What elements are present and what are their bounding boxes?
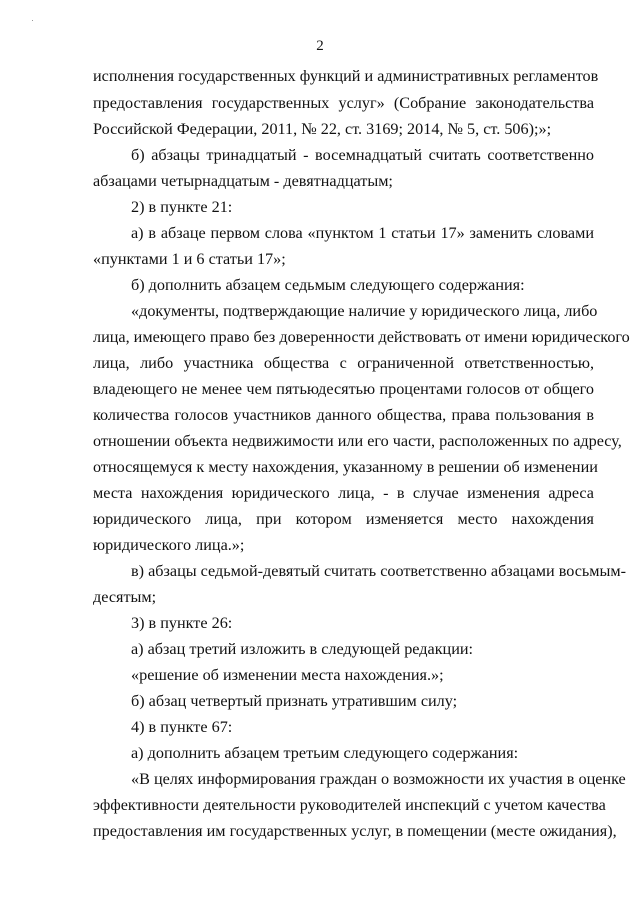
text-line: абзацами четырнадцатым - девятнадцатым; bbox=[93, 172, 393, 190]
text-line: лица, либо участника общества с ограниченной ответственностью, bbox=[93, 354, 594, 372]
text-line: 4) в пункте 67: bbox=[131, 718, 233, 736]
text-line: места нахождения юридического лица, - в случае изменения адреса bbox=[93, 484, 594, 502]
text-line: количества голосов участников данного общества, права пользования в bbox=[93, 406, 594, 424]
text-line: отношении объекта недвижимости или его части, расположенных по адресу, bbox=[93, 432, 622, 450]
text-line: относящемуся к месту нахождения, указанному в решении об изменении bbox=[93, 458, 598, 476]
text-line: предоставления государственных услуг» (Собрание законодательства bbox=[93, 94, 594, 112]
text-line: «В целях информирования граждан о возможности их участия в оценке bbox=[131, 770, 626, 788]
text-line: 2) в пункте 21: bbox=[131, 198, 233, 216]
text-line: а) абзац третий изложить в следующей редакции: bbox=[131, 640, 474, 658]
text-line: предоставления им государственных услуг, в помещении (месте ожидания), bbox=[93, 822, 617, 840]
text-line: б) абзац четвертый признать утратившим силу; bbox=[131, 692, 458, 710]
text-line: б) абзацы тринадцатый - восемнадцатый считать соответственно bbox=[131, 146, 594, 164]
text-line: Российской Федерации, 2011, № 22, ст. 3169; 2014, № 5, ст. 506);»; bbox=[93, 120, 552, 138]
text-line: юридического лица.»; bbox=[93, 536, 245, 554]
scan-speck bbox=[32, 20, 33, 21]
text-line: юридического лица, при котором изменяется место нахождения bbox=[93, 510, 594, 528]
text-line: десятым; bbox=[93, 588, 157, 606]
text-line: в) абзацы седьмой-девятый считать соответственно абзацами восьмым- bbox=[131, 562, 627, 580]
page-number: 2 bbox=[316, 38, 324, 54]
text-line: эффективности деятельности руководителей инспекций с учетом качества bbox=[93, 796, 606, 814]
text-line: владеющего не менее чем пятьюдесятью процентами голосов от общего bbox=[93, 380, 594, 398]
text-line: а) дополнить абзацем третьим следующего содержания: bbox=[131, 744, 519, 762]
text-line: 3) в пункте 26: bbox=[131, 614, 233, 632]
text-line: б) дополнить абзацем седьмым следующего содержания: bbox=[131, 276, 525, 294]
text-line: лица, имеющего право без доверенности действовать от имени юридического bbox=[93, 328, 630, 346]
text-line: исполнения государственных функций и административных регламентов bbox=[93, 67, 599, 85]
text-line: а) в абзаце первом слова «пунктом 1 статьи 17» заменить словами bbox=[131, 224, 594, 242]
text-line: «документы, подтверждающие наличие у юридического лица, либо bbox=[131, 302, 598, 320]
text-line: «пунктами 1 и 6 статьи 17»; bbox=[93, 250, 286, 268]
text-line: «решение об изменении места нахождения.»; bbox=[131, 666, 444, 684]
